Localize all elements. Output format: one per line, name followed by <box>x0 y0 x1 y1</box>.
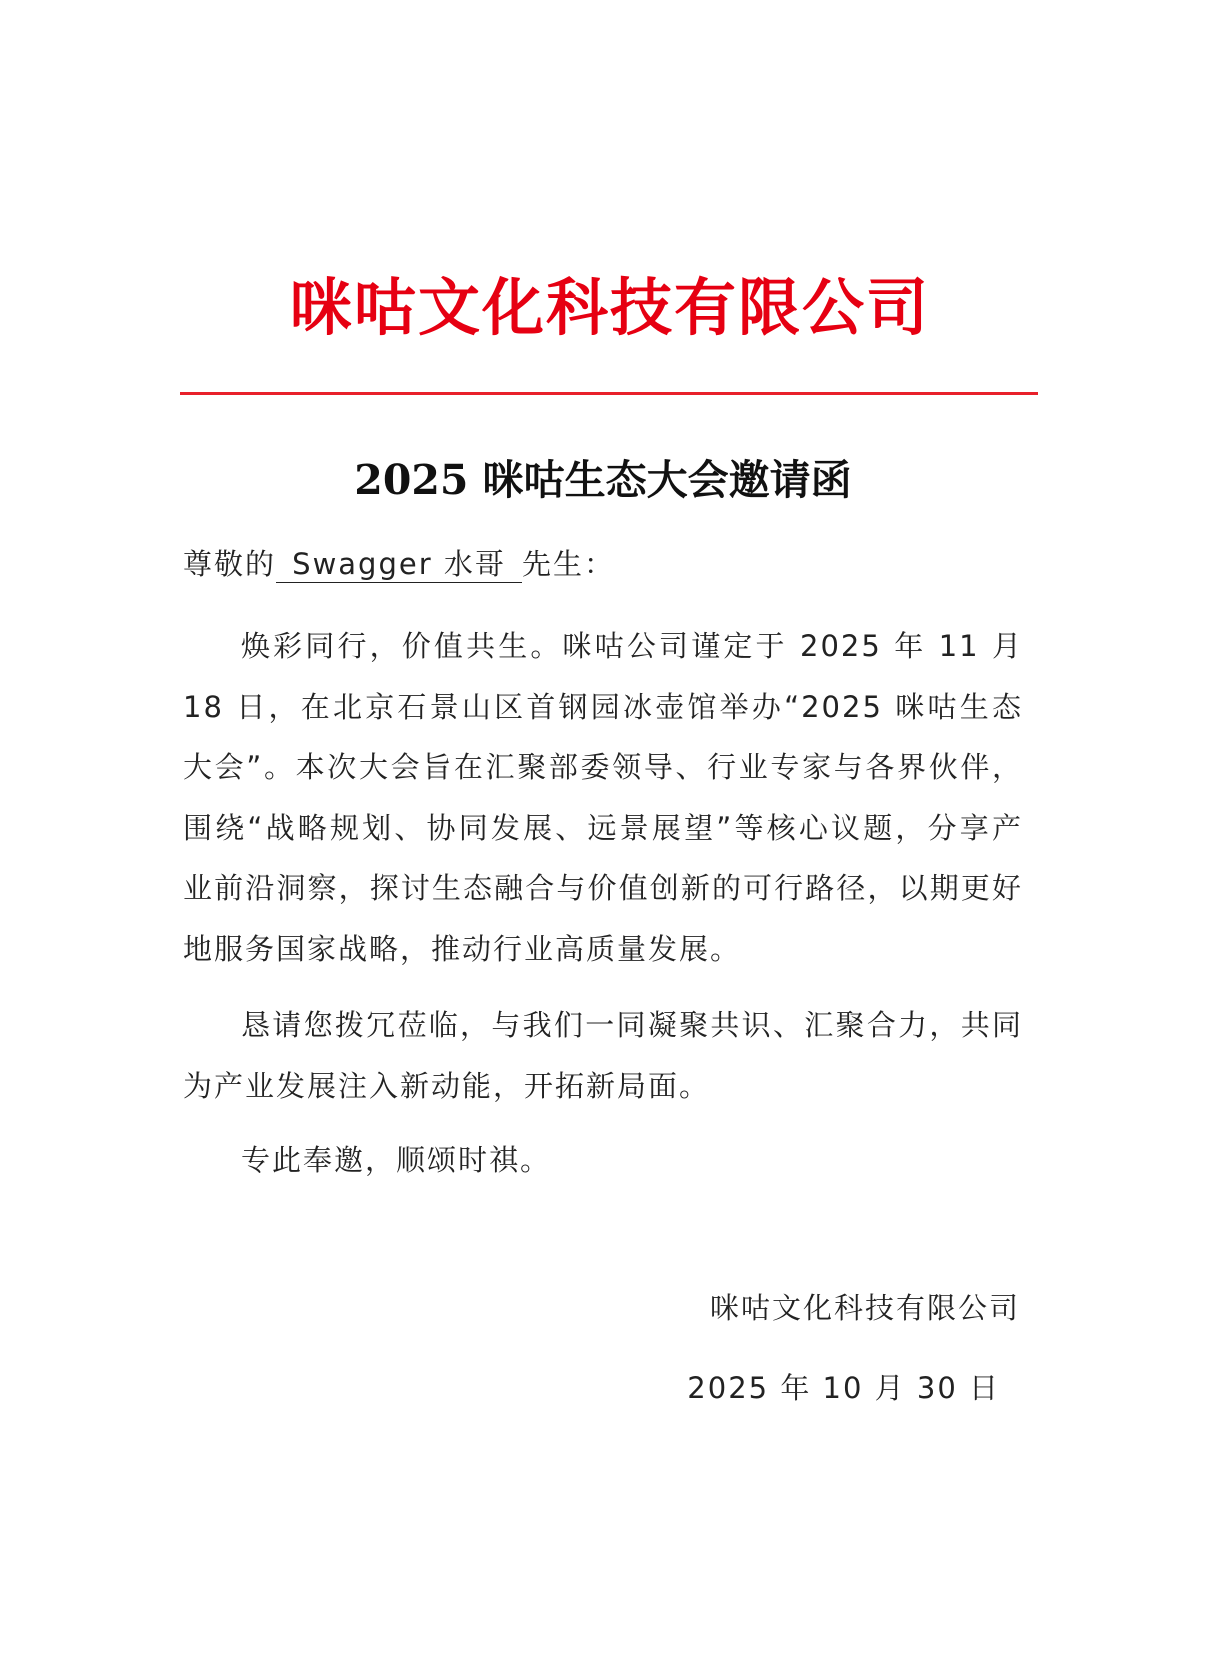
letter-body <box>183 616 1023 1132</box>
letter-title: 2025 咪咕生态大会邀请函 <box>354 456 852 504</box>
body-paragraph-2: 恳请您拨冗莅临，与我们一同凝聚共识、汇聚合力，共同为产业发展注入新动能，开拓新局面。 <box>183 1008 1023 1103</box>
closing-line: 专此奉邀，顺颂时祺。 <box>241 1143 552 1177</box>
invitee-name: Swagger 水哥 <box>276 546 522 583</box>
letterhead-company-name: 咪咕文化科技有限公司 <box>289 271 930 344</box>
letterhead-red-rule <box>180 392 1038 395</box>
salutation-suffix: 先生： <box>522 547 616 581</box>
signature-date: 2025 年 10 月 30 日 <box>687 1371 1000 1405</box>
salutation-prefix: 尊敬的 <box>183 547 277 581</box>
signature-company: 咪咕文化科技有限公司 <box>709 1291 1020 1325</box>
salutation <box>183 542 615 586</box>
body-paragraph-1: 焕彩同行，价值共生。咪咕公司谨定于 2025 年 11 月 18 日，在北京石景山区首钢园冰壶馆举办“2025 咪咕生态大会”。本次大会旨在汇聚部委领导、行业专家与各界伙伴，围绕“战略规划、协同发展、远景展望”等核心议题，分享产业前沿洞察，探讨生态融合与价值创新的可行路径，以期更好地服务国家战略，推动行业高质量发展。 <box>183 629 1023 966</box>
